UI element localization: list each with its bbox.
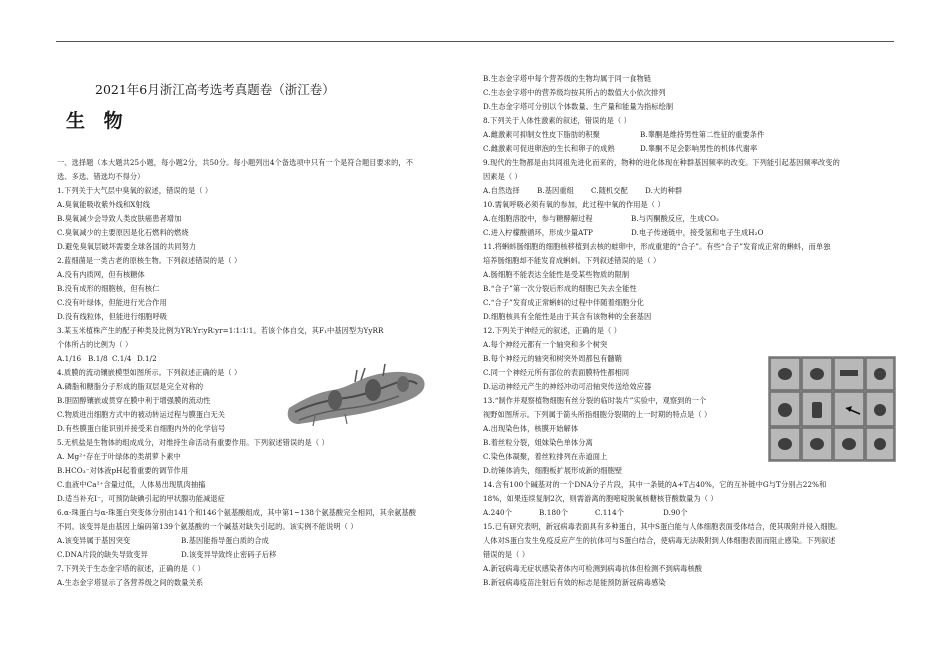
question-stem: 14.含有100个碱基对的一个DNA分子片段，其中一条链的A+T占40%，它的互补链中G与T分别占22%和 bbox=[483, 480, 827, 489]
question-option: D.该变异导致终止密码子后移 bbox=[181, 550, 277, 559]
question-option: B.睾酮是维持男性第二性征的重要条件 bbox=[640, 130, 765, 139]
question-option: B.臭氧减少会导致人类皮肤癌患者增加 bbox=[57, 214, 182, 223]
question-option: A.出现染色体，核膜开始解体 bbox=[483, 424, 579, 433]
membrane-model-figure bbox=[285, 362, 429, 428]
question-stem: 12.下列关于神经元的叙述，正确的是（ ） bbox=[483, 326, 622, 335]
question-option: D.1/2 bbox=[137, 354, 157, 363]
question-stem: 人体对S蛋白发生免疫反应产生的抗体可与S蛋白结合，使病毒无法吸附到人体细胞表面而阻止感染。下列叙述 bbox=[483, 536, 836, 545]
question-option: B.没有成形的细胞核，但有核仁 bbox=[57, 284, 160, 293]
question-stem: 3.某玉米植株产生的配子种类及比例为YR∶Yr∶yR∶yr=1∶1∶1∶1。若该个体自交，其F₁中基因型为YyRR bbox=[57, 326, 384, 335]
question-option: C.“合子”发育成正常蝌蚪的过程中伴随着细胞分化 bbox=[483, 298, 645, 307]
question-option: A.臭氧能吸收紫外线和X射线 bbox=[57, 200, 151, 209]
question-stem: 不同。该变异是由基因上编码第139个氨基酸的一个碱基对缺失引起的。该实例不能说明（ ） bbox=[57, 522, 358, 531]
question-stem: 5.无机盐是生物体的组成成分，对维持生命活动有重要作用。下列叙述错误的是（ ） bbox=[57, 438, 329, 447]
section-intro-line: 一、选择题（本大题共25小题，每小题2分，共50分。每小题列出4个备选项中只有一个是符合题目要求的，不 bbox=[57, 158, 413, 167]
question-option: D.纺锤体消失，细胞板扩展形成新的细胞壁 bbox=[483, 466, 623, 475]
question-option: C.没有叶绿体，但能进行光合作用 bbox=[57, 298, 167, 307]
question-option: D.90个 bbox=[663, 508, 688, 517]
question-stem: 8.下列关于人体性激素的叙述，错误的是（ ） bbox=[483, 116, 631, 125]
question-option: C.物质进出细胞方式中的被动转运过程与膜蛋白无关 bbox=[57, 410, 226, 419]
question-stem: 2.蓝细菌是一类古老的原核生物。下列叙述错误的是（ ） bbox=[57, 256, 242, 265]
question-stem: 因素是（ ） bbox=[483, 172, 522, 181]
question-option: B.与丙酮酸反应，生成CO₂ bbox=[631, 214, 719, 223]
question-option: B.180个 bbox=[539, 508, 569, 517]
question-option: B.生态金字塔中每个营养级的生物均属于同一食物链 bbox=[483, 74, 652, 83]
question-option: C.114个 bbox=[595, 508, 625, 517]
question-option: D.电子传递链中，接受氢和电子生成H₂O bbox=[631, 228, 764, 237]
question-option: B.基因重组 bbox=[537, 186, 574, 195]
question-option: C.DNA片段的缺失导致变异 bbox=[57, 550, 148, 559]
question-option: A.新冠病毒无症状感染者体内可检测到病毒抗体但检测不到病毒核酸 bbox=[483, 564, 703, 573]
question-option: C.臭氧减少的主要原因是化石燃料的燃烧 bbox=[57, 228, 189, 237]
question-option: C.进入柠檬酸循环，形成少量ATP bbox=[483, 228, 593, 237]
document-title: 2021年6月浙江高考选考真题卷（浙江卷） bbox=[95, 82, 335, 97]
question-stem: 18%，如果连续复制2次，则需游离的胞嘧啶脱氧核糖核苷酸数量为（ ） bbox=[483, 494, 718, 503]
question-option: B.HCO₃⁻对体液pH起着重要的调节作用 bbox=[57, 466, 189, 475]
question-option: C.雌激素可促进卵泡的生长和卵子的成熟 bbox=[483, 144, 615, 153]
question-option: B.着丝粒分裂，姐妹染色单体分离 bbox=[483, 438, 593, 447]
question-option: D.睾酮不足会影响男性的机体代谢率 bbox=[640, 144, 758, 153]
question-option: A.肠细胞不能表达全能性是受某些物质的限制 bbox=[483, 270, 630, 279]
subject-heading: 生 物 bbox=[66, 110, 129, 132]
question-option: C.血液中Ca²⁺含量过低，人体易出现肌肉抽搐 bbox=[57, 480, 206, 489]
question-option: A.自然选择 bbox=[483, 186, 520, 195]
question-option: D.没有线粒体，但能进行细胞呼吸 bbox=[57, 312, 168, 321]
question-option: B.每个神经元的轴突和树突外周都包有髓鞘 bbox=[483, 354, 622, 363]
question-option: C.生态金字塔中的营养级均按其所占的数值大小依次排列 bbox=[483, 88, 666, 97]
question-option: B.胆固醇镶嵌或贯穿在膜中利于增强膜的流动性 bbox=[57, 396, 211, 405]
question-option: A.1/16 bbox=[57, 354, 82, 363]
question-stem: 11.将蝌蚪肠细胞的细胞核移植到去核的蛙卵中，形成重建的“合子”。有些“合子”发育成正常的蝌蚪，而单独 bbox=[483, 242, 831, 251]
question-stem: 9.现代的生物都是由共同祖先进化而来的，物种的进化体现在种群基因频率的改变。下列能引起基因频率改变的 bbox=[483, 158, 840, 167]
question-option: A.磷脂和糖脂分子形成的脂双层是完全对称的 bbox=[57, 382, 204, 391]
question-option: A.该变异属于基因突变 bbox=[57, 536, 131, 545]
question-stem: 视野如图所示。下列属于箭头所指细胞分裂期的上一时期的特点是（ ） bbox=[483, 410, 712, 419]
question-option: B.新冠病毒疫苗注射后有效的标志是能预防新冠病毒感染 bbox=[483, 578, 666, 587]
question-stem: 15.已有研究表明，新冠病毒表面具有多种蛋白，其中S蛋白能与人体细胞表面受体结合，使其吸附并侵入细胞。 bbox=[483, 522, 843, 531]
question-stem: 1.下列关于大气层中臭氧的叙述，错误的是（ ） bbox=[57, 186, 213, 195]
question-option: D.大的种群 bbox=[645, 186, 683, 195]
question-option: D.避免臭氧层破坏需要全球各国的共同努力 bbox=[57, 242, 197, 251]
question-option: B.基因能指导蛋白质的合成 bbox=[181, 536, 269, 545]
question-stem: 13.“制作并观察植物细胞有丝分裂的临时装片”实验中，观察到的一个 bbox=[483, 396, 707, 405]
question-stem: 4.质膜的流动镶嵌模型如图所示。下列叙述正确的是（ ） bbox=[57, 368, 242, 377]
question-option: B.1/8 bbox=[88, 354, 108, 363]
section-intro-line: 选、多选、错选均不得分） bbox=[57, 172, 145, 181]
question-stem: 个体所占的比例为（ ） bbox=[57, 340, 133, 349]
question-option: D.生态金字塔可分别以个体数量、生产量和能量为指标绘制 bbox=[483, 102, 674, 111]
question-option: A.生态金字塔显示了各营养级之间的数量关系 bbox=[57, 578, 204, 587]
top-rule bbox=[56, 41, 894, 42]
mitosis-micrograph bbox=[768, 356, 896, 462]
question-option: C.随机交配 bbox=[591, 186, 628, 195]
question-option: A. Mg²⁺存在于叶绿体的类胡萝卜素中 bbox=[57, 452, 181, 461]
question-option: A.雌激素可抑制女性皮下脂肪的积聚 bbox=[483, 130, 600, 139]
question-option: A.每个神经元都有一个轴突和多个树突 bbox=[483, 340, 608, 349]
question-option: C.同一个神经元所有部位的表面膜特性都相同 bbox=[483, 368, 630, 377]
question-stem: 培养肠细胞却不能发育成蝌蚪。下列叙述错误的是（ ） bbox=[483, 256, 661, 265]
question-option: C.染色体凝聚，着丝粒排列在赤道面上 bbox=[483, 452, 608, 461]
question-option: D.细胞核具有全能性是由于其含有该物种的全套基因 bbox=[483, 312, 652, 321]
question-option: A.没有内质网，但有核糖体 bbox=[57, 270, 145, 279]
question-option: D.运动神经元产生的神经冲动可沿轴突传送给效应器 bbox=[483, 382, 652, 391]
question-stem: 10.需氧呼吸必须有氧的参加，此过程中氧的作用是（ ） bbox=[483, 200, 665, 209]
question-option: A.在细胞溶胶中，参与糖酵解过程 bbox=[483, 214, 593, 223]
question-option: D.适当补充I⁻，可预防缺碘引起的甲状腺功能减退症 bbox=[57, 494, 225, 503]
question-stem: 7.下列关于生态金字塔的叙述，正确的是（ ） bbox=[57, 564, 205, 573]
question-option: B.“合子”第一次分裂后形成的细胞已失去全能性 bbox=[483, 284, 637, 293]
question-option: D.有些膜蛋白能识别并接受来自细胞内外的化学信号 bbox=[57, 424, 226, 433]
question-stem: 错误的是（ ） bbox=[483, 550, 530, 559]
question-option: A.240个 bbox=[483, 508, 512, 517]
question-stem: 6.α-珠蛋白与α-珠蛋白突变体分别由141个和146个氨基酸组成，其中第1~138个氨基酸完全相同，其余氨基酸 bbox=[57, 508, 417, 517]
question-option: C.1/4 bbox=[112, 354, 132, 363]
